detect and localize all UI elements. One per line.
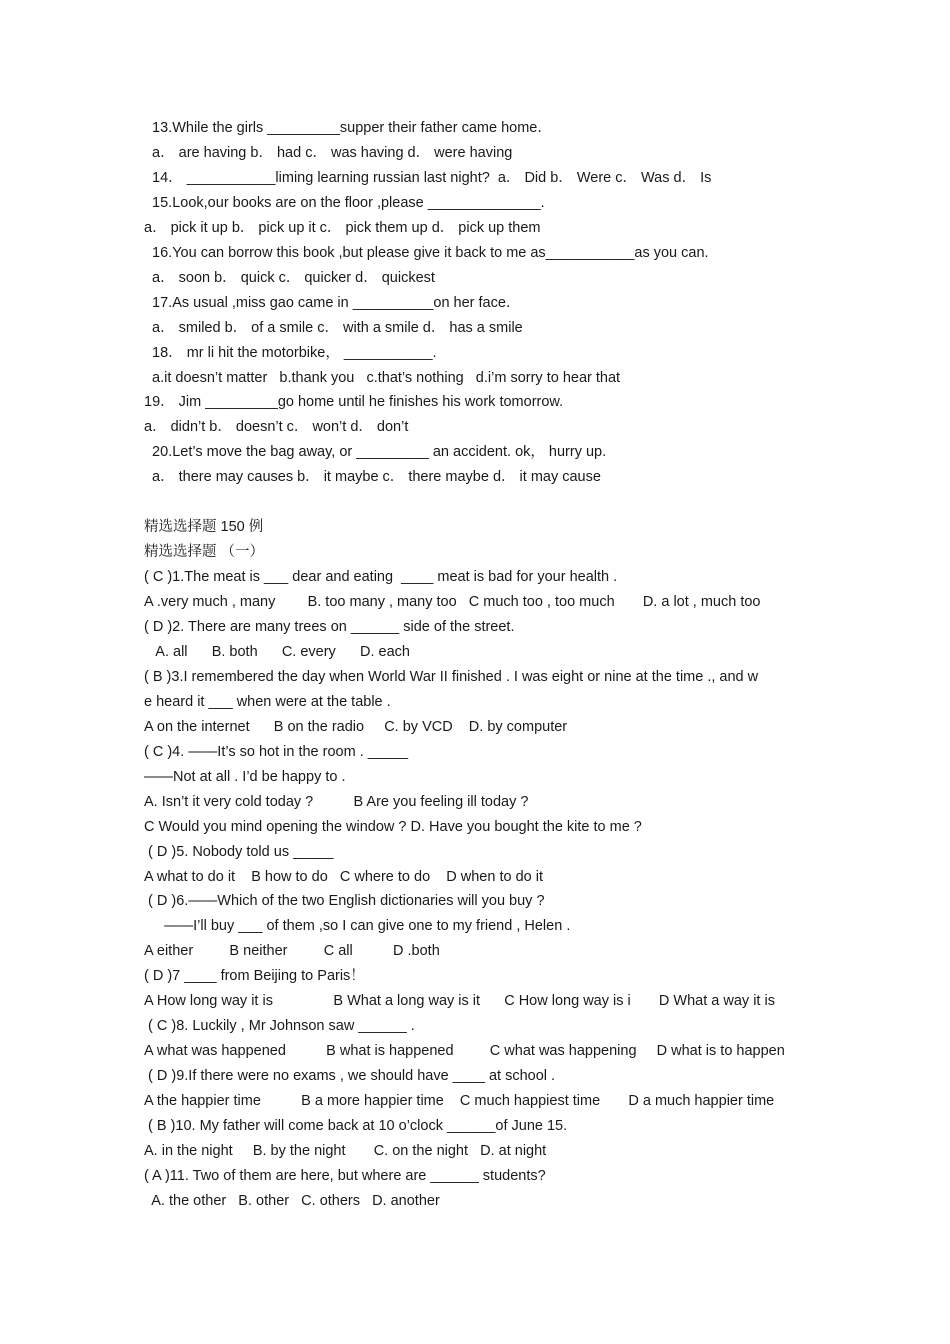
text-line: ( C )8. Luckily , Mr Johnson saw ______ . [144, 1018, 415, 1035]
text-line: ——Not at all . I’d be happy to . [144, 768, 346, 785]
text-line: a． soon b． quick c． quicker d． quickest [144, 269, 435, 286]
text-line: a． are having b． had c． was having d． were having [144, 144, 513, 161]
text-line: A How long way it is B What a long way is it C How long way is i D What a way it is [144, 993, 775, 1010]
text-line: A. the other B. other C. others D. another [144, 1192, 440, 1209]
text-line: A the happier time B a more happier time C much happiest time D a much happier time [144, 1093, 775, 1110]
text-line: 精选选择题 （一） [144, 544, 265, 561]
text-line: ( C )4. ——It’s so hot in the room . _____ [144, 743, 409, 760]
text-line: 20.Let’s move the bag away, or _________ an accident. ok， hurry up. [144, 444, 607, 461]
text-line: 17.As usual ,miss gao came in __________on her face． [144, 294, 521, 311]
text-line: A. in the night B. by the night C. on the night D. at night [144, 1142, 547, 1159]
text-line: ( D )6.——Which of the two English dictionaries will you buy ? [144, 893, 545, 910]
text-line: e heard it ___ when were at the table . [144, 693, 391, 710]
text-line: 13.While the girls _________supper their father came home． [144, 120, 552, 136]
text-line: 18． mr li hit the motorbike， ___________. [144, 344, 437, 361]
text-line: ( D )2. There are many trees on ______ side of the street. [144, 619, 515, 635]
text-line: a． didn’t b． doesn’t c． won’t d． don’t [144, 419, 409, 436]
text-line: a． pick it up b． pick up it c． pick them up d． pick up them [144, 219, 541, 236]
text-line: ( A )11. Two of them are here, but where are ______ students? [144, 1167, 546, 1184]
text-line: 精选选择题 150 例 [144, 519, 264, 536]
text-line: A .very much , many B. too many , many too C much too , too much D. a lot , much too [144, 594, 761, 611]
text-line: A. Isn’t it very cold today ? B Are you feeling ill today ? [144, 793, 529, 810]
text-line: A either B neither C all D .both [144, 943, 440, 960]
text-line: 14． ___________liming learning russian last night? a． Did b． Were c． Was d． Is [144, 169, 712, 186]
text-line: ( D )9.If there were no exams , we should have ____ at school . [144, 1068, 556, 1085]
text-line: ( D )7 ____ from Beijing to Paris！ [144, 968, 365, 985]
text-line: ——I’ll buy ___ of them ,so I can give one to my friend , Helen . [144, 918, 571, 935]
text-line: 19． Jim _________go home until he finishes his work tomorrow. [144, 394, 564, 411]
text-line: C Would you mind opening the window ? D. Have you bought the kite to me ? [144, 818, 642, 835]
text-line: ( D )5. Nobody told us _____ [144, 843, 334, 860]
text-line: ( B )3.I remembered the day when World War II finished . I was eight or nine at the time ., and w [144, 668, 759, 685]
text-line: 15.Look,our books are on the floor ,please ______________. [144, 194, 545, 211]
text-line: a． smiled b． of a smile c． with a smile d． has a smile [144, 319, 523, 336]
text-line: A. all B. both C. every D. each [144, 643, 410, 660]
text-line: A what to do it B how to do C where to do D when to do it [144, 868, 543, 885]
text-line: a.it doesn’t matter b.thank you c.that’s nothing d.i’m sorry to hear that [144, 369, 621, 386]
text-line: A on the internet B on the radio C. by VCD D. by computer [144, 718, 568, 735]
text-line: 16.You can borrow this book ,but please give it back to me as___________as you can. [144, 244, 709, 261]
text-line: ( B )10. My father will come back at 10 o’clock ______of June 15. [144, 1118, 568, 1134]
text-line: A what was happened B what is happened C what was happening D what is to happen [144, 1043, 785, 1060]
text-line: a． there may causes b． it maybe c． there maybe d． it may cause [144, 469, 601, 486]
text-line: ( C )1.The meat is ___ dear and eating ____ meat is bad for your health . [144, 569, 618, 586]
